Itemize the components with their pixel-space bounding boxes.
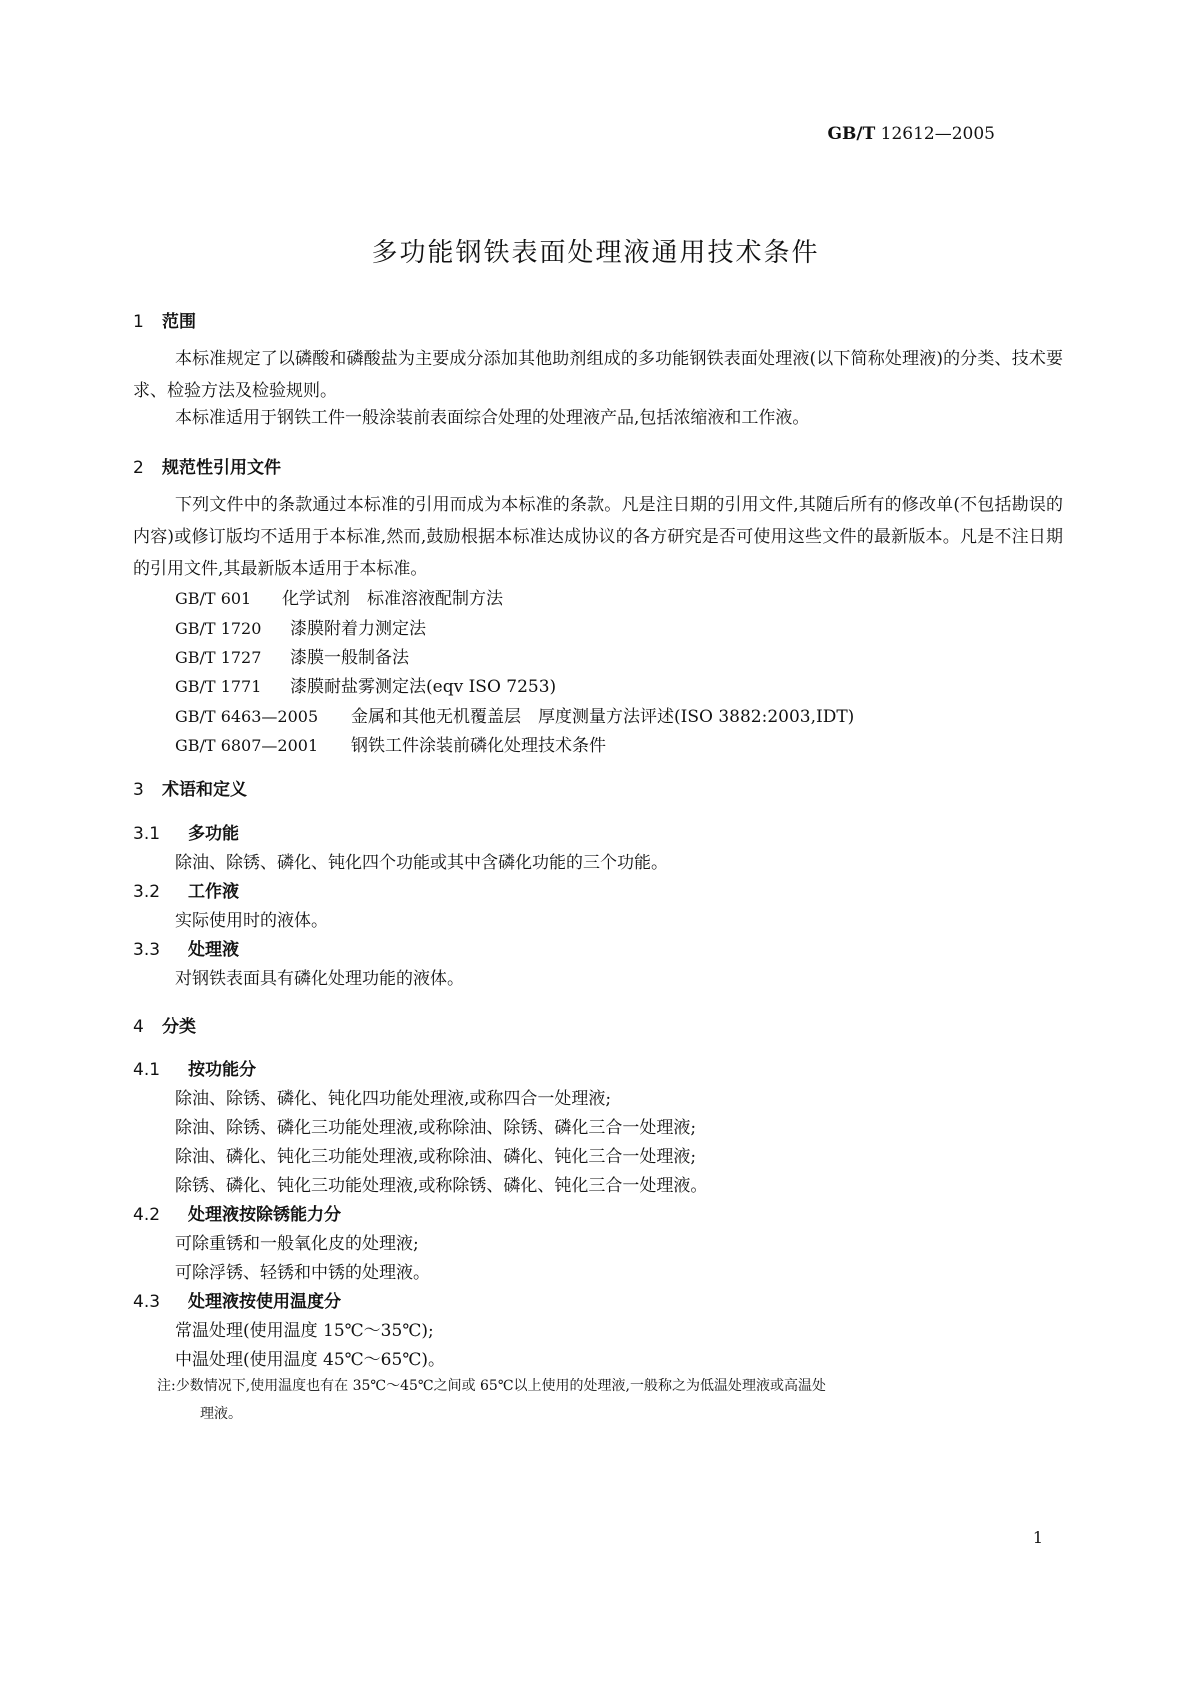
note-text-continued: 理液。: [200, 1406, 242, 1422]
section-number: 4: [133, 1017, 144, 1037]
section-2-heading: [133, 453, 281, 478]
list-item: 中温处理(使用温度 45℃～65℃)。: [175, 1350, 445, 1370]
reference-item: [175, 702, 854, 727]
clause-4-3-heading: [133, 1287, 341, 1312]
reference-code: GB/T 6463—2005: [175, 707, 319, 726]
list-item: 除油、除锈、磷化三功能处理液,或称除油、除锈、磷化三合一处理液;: [175, 1118, 697, 1138]
clause-4-1-heading: [133, 1055, 256, 1080]
section-number: 2: [133, 458, 144, 478]
term-definition: 除油、除锈、磷化、钝化四个功能或其中含磷化功能的三个功能。: [175, 853, 668, 873]
section-number: 1: [133, 312, 144, 332]
reference-title: 钢铁工件涂装前磷化处理技术条件: [351, 736, 606, 756]
page-number: 1: [1032, 1528, 1043, 1547]
clause-number: 4.1: [133, 1060, 161, 1080]
standard-code: 12612—2005: [880, 124, 995, 144]
note-label: 注:: [157, 1378, 176, 1394]
document-title: 多功能钢铁表面处理液通用技术条件: [371, 238, 820, 268]
section-number: 3: [133, 780, 144, 800]
clause-number: 3.1: [133, 824, 161, 844]
term-definition: 实际使用时的液体。: [175, 911, 328, 931]
term-3-2-heading: [133, 877, 239, 902]
section-title: 分类: [162, 1017, 196, 1037]
clause-number: 3.3: [133, 940, 161, 960]
reference-item: [175, 584, 503, 609]
term-title: 工作液: [188, 882, 239, 902]
section-1-heading: [133, 307, 196, 332]
section-title: 范围: [162, 312, 196, 332]
reference-item: [175, 614, 426, 639]
section-2-paragraph-1: 下列文件中的条款通过本标准的引用而成为本标准的条款。凡是注日期的引用文件,其随后所有的修改单(不包括勘误的内容)或修订版均不适用于本标准,然而,鼓励根据本标准达成协议的各方研究是否可使用这些文件的最新版本。凡是不注日期的引用文件,其最新版本适用于本标准。: [133, 495, 1063, 579]
reference-title: 化学试剂 标准溶液配制方法: [282, 589, 503, 609]
section-4-heading: [133, 1012, 196, 1037]
clause-title: 处理液按除锈能力分: [188, 1205, 341, 1225]
section-title: 术语和定义: [162, 780, 247, 800]
list-item: 除油、磷化、钝化三功能处理液,或称除油、磷化、钝化三合一处理液;: [175, 1147, 697, 1167]
standard-number: [828, 124, 996, 144]
section-1-paragraph-2: 本标准适用于钢铁工件一般涂装前表面综合处理的处理液产品,包括浓缩液和工作液。: [175, 408, 810, 428]
term-3-3-heading: [133, 935, 239, 960]
clause-title: 按功能分: [188, 1060, 256, 1080]
section-1-paragraph-1: 本标准规定了以磷酸和磷酸盐为主要成分添加其他助剂组成的多功能钢铁表面处理液(以下简称处理液)的分类、技术要求、检验方法及检验规则。: [133, 349, 1063, 401]
section-title: 规范性引用文件: [162, 458, 281, 478]
clause-4-2-heading: [133, 1200, 341, 1225]
reference-code: GB/T 1727: [175, 648, 262, 667]
reference-item: [175, 643, 409, 668]
reference-code: GB/T 1720: [175, 619, 262, 638]
reference-item: [175, 672, 556, 697]
term-title: 处理液: [188, 940, 239, 960]
clause-number: 4.3: [133, 1292, 161, 1312]
term-definition: 对钢铁表面具有磷化处理功能的液体。: [175, 969, 464, 989]
list-item: 常温处理(使用温度 15℃～35℃);: [175, 1321, 434, 1341]
reference-title: 漆膜附着力测定法: [290, 619, 426, 639]
reference-code: GB/T 6807—2001: [175, 736, 319, 755]
list-item: 可除浮锈、轻锈和中锈的处理液。: [175, 1263, 430, 1283]
term-title: 多功能: [188, 824, 239, 844]
note-text: 少数情况下,使用温度也有在 35℃～45℃之间或 65℃以上使用的处理液,一般称之为低温处理液或高温处: [175, 1378, 826, 1394]
reference-title: 漆膜一般制备法: [290, 648, 409, 668]
term-3-1-heading: [133, 819, 239, 844]
clause-title: 处理液按使用温度分: [188, 1292, 341, 1312]
section-3-heading: [133, 775, 247, 800]
reference-code: GB/T 601: [175, 589, 252, 608]
list-item: 除锈、磷化、钝化三功能处理液,或称除锈、磷化、钝化三合一处理液。: [175, 1176, 708, 1196]
standard-prefix: GB/T: [827, 124, 876, 144]
list-item: 除油、除锈、磷化、钝化四功能处理液,或称四合一处理液;: [175, 1089, 612, 1109]
clause-number: 4.2: [133, 1205, 161, 1225]
reference-title: 漆膜耐盐雾测定法(eqv ISO 7253): [290, 677, 557, 697]
reference-item: [175, 731, 606, 756]
list-item: 可除重锈和一般氧化皮的处理液;: [175, 1234, 419, 1254]
reference-code: GB/T 1771: [175, 677, 262, 696]
note: [157, 1372, 1057, 1428]
clause-number: 3.2: [133, 882, 161, 902]
reference-title: 金属和其他无机覆盖层 厚度测量方法评述(ISO 3882:2003,IDT): [351, 707, 855, 727]
